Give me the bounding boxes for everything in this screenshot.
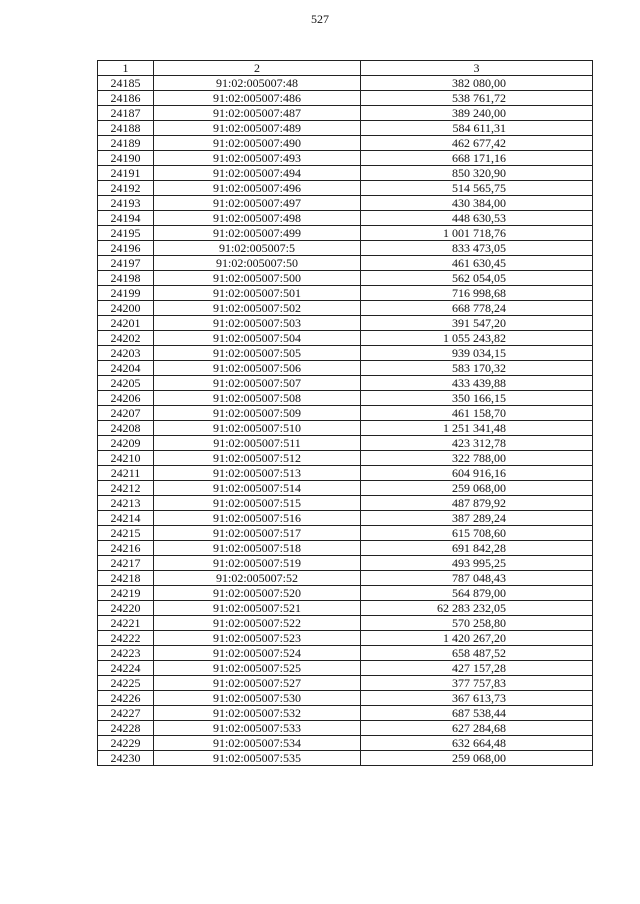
table-row (98, 691, 593, 706)
row-number-cell: 24224 (98, 661, 154, 676)
table-row (98, 391, 593, 406)
cadastral-number-cell: 91:02:005007:521 (154, 601, 361, 616)
cadastral-number-cell: 91:02:005007:519 (154, 556, 361, 571)
table-row (98, 496, 593, 511)
cadastral-number-cell: 91:02:005007:503 (154, 316, 361, 331)
value-cell: 668 171,16 (361, 151, 593, 166)
row-number-cell: 24198 (98, 271, 154, 286)
cadastral-number-cell: 91:02:005007:525 (154, 661, 361, 676)
row-number-cell: 24213 (98, 496, 154, 511)
table-row (98, 331, 593, 346)
row-number-cell: 24209 (98, 436, 154, 451)
table-row (98, 376, 593, 391)
value-cell: 564 879,00 (361, 586, 593, 601)
cadastral-number-cell: 91:02:005007:490 (154, 136, 361, 151)
cadastral-number-cell: 91:02:005007:494 (154, 166, 361, 181)
cadastral-number-cell: 91:02:005007:509 (154, 406, 361, 421)
row-number-cell: 24216 (98, 541, 154, 556)
row-number-cell: 24214 (98, 511, 154, 526)
header-cell-2: 2 (154, 61, 361, 76)
row-number-cell: 24201 (98, 316, 154, 331)
value-cell: 691 842,28 (361, 541, 593, 556)
row-number-cell: 24194 (98, 211, 154, 226)
value-cell: 259 068,00 (361, 751, 593, 766)
table-row (98, 346, 593, 361)
value-cell: 377 757,83 (361, 676, 593, 691)
value-cell: 627 284,68 (361, 721, 593, 736)
cadastral-number-cell: 91:02:005007:5 (154, 241, 361, 256)
row-number-cell: 24193 (98, 196, 154, 211)
cadastral-number-cell: 91:02:005007:505 (154, 346, 361, 361)
row-number-cell: 24222 (98, 631, 154, 646)
value-cell: 430 384,00 (361, 196, 593, 211)
cadastral-number-cell: 91:02:005007:493 (154, 151, 361, 166)
table-row (98, 751, 593, 766)
table-row (98, 556, 593, 571)
row-number-cell: 24215 (98, 526, 154, 541)
value-cell: 514 565,75 (361, 181, 593, 196)
table-row (98, 676, 593, 691)
value-cell: 1 251 341,48 (361, 421, 593, 436)
cadastral-number-cell: 91:02:005007:516 (154, 511, 361, 526)
cadastral-number-cell: 91:02:005007:52 (154, 571, 361, 586)
cadastral-number-cell: 91:02:005007:515 (154, 496, 361, 511)
row-number-cell: 24219 (98, 586, 154, 601)
row-number-cell: 24228 (98, 721, 154, 736)
value-cell: 1 055 243,82 (361, 331, 593, 346)
row-number-cell: 24203 (98, 346, 154, 361)
row-number-cell: 24212 (98, 481, 154, 496)
table-row (98, 466, 593, 481)
value-cell: 668 778,24 (361, 301, 593, 316)
row-number-cell: 24200 (98, 301, 154, 316)
row-number-cell: 24187 (98, 106, 154, 121)
table-row (98, 511, 593, 526)
cadastral-number-cell: 91:02:005007:527 (154, 676, 361, 691)
table-row (98, 286, 593, 301)
row-number-cell: 24220 (98, 601, 154, 616)
value-cell: 448 630,53 (361, 211, 593, 226)
row-number-cell: 24186 (98, 91, 154, 106)
table-row (98, 721, 593, 736)
table-row (98, 136, 593, 151)
table-row (98, 436, 593, 451)
value-cell: 427 157,28 (361, 661, 593, 676)
table-row (98, 601, 593, 616)
row-number-cell: 24205 (98, 376, 154, 391)
cadastral-number-cell: 91:02:005007:486 (154, 91, 361, 106)
cadastral-number-cell: 91:02:005007:502 (154, 301, 361, 316)
row-number-cell: 24210 (98, 451, 154, 466)
table-row (98, 121, 593, 136)
cadastral-number-cell: 91:02:005007:500 (154, 271, 361, 286)
table-row (98, 151, 593, 166)
cadastral-number-cell: 91:02:005007:514 (154, 481, 361, 496)
cadastral-number-cell: 91:02:005007:524 (154, 646, 361, 661)
value-cell: 850 320,90 (361, 166, 593, 181)
row-number-cell: 24211 (98, 466, 154, 481)
row-number-cell: 24197 (98, 256, 154, 271)
value-cell: 1 420 267,20 (361, 631, 593, 646)
row-number-cell: 24190 (98, 151, 154, 166)
value-cell: 538 761,72 (361, 91, 593, 106)
table-row (98, 406, 593, 421)
value-cell: 1 001 718,76 (361, 226, 593, 241)
table-row (98, 241, 593, 256)
header-cell-3: 3 (361, 61, 593, 76)
cadastral-number-cell: 91:02:005007:508 (154, 391, 361, 406)
row-number-cell: 24206 (98, 391, 154, 406)
value-cell: 259 068,00 (361, 481, 593, 496)
value-cell: 322 788,00 (361, 451, 593, 466)
table-body (98, 61, 593, 766)
cadastral-number-cell: 91:02:005007:497 (154, 196, 361, 211)
value-cell: 632 664,48 (361, 736, 593, 751)
table-row (98, 271, 593, 286)
cadastral-number-cell: 91:02:005007:499 (154, 226, 361, 241)
table-row (98, 361, 593, 376)
row-number-cell: 24189 (98, 136, 154, 151)
value-cell: 939 034,15 (361, 346, 593, 361)
header-cell-1: 1 (98, 61, 154, 76)
cadastral-number-cell: 91:02:005007:48 (154, 76, 361, 91)
row-number-cell: 24226 (98, 691, 154, 706)
cadastral-number-cell: 91:02:005007:498 (154, 211, 361, 226)
cadastral-number-cell: 91:02:005007:507 (154, 376, 361, 391)
cadastral-number-cell: 91:02:005007:510 (154, 421, 361, 436)
cadastral-table (97, 60, 593, 766)
table-row (98, 661, 593, 676)
row-number-cell: 24196 (98, 241, 154, 256)
value-cell: 462 677,42 (361, 136, 593, 151)
value-cell: 658 487,52 (361, 646, 593, 661)
table-row (98, 106, 593, 121)
row-number-cell: 24227 (98, 706, 154, 721)
row-number-cell: 24192 (98, 181, 154, 196)
cadastral-number-cell: 91:02:005007:496 (154, 181, 361, 196)
table-row (98, 526, 593, 541)
value-cell: 493 995,25 (361, 556, 593, 571)
row-number-cell: 24225 (98, 676, 154, 691)
value-cell: 423 312,78 (361, 436, 593, 451)
cadastral-number-cell: 91:02:005007:50 (154, 256, 361, 271)
table-row (98, 181, 593, 196)
table-row (98, 451, 593, 466)
value-cell: 687 538,44 (361, 706, 593, 721)
table-row (98, 736, 593, 751)
value-cell: 461 158,70 (361, 406, 593, 421)
value-cell: 382 080,00 (361, 76, 593, 91)
table-row (98, 631, 593, 646)
row-number-cell: 24223 (98, 646, 154, 661)
value-cell: 487 879,92 (361, 496, 593, 511)
row-number-cell: 24185 (98, 76, 154, 91)
cadastral-number-cell: 91:02:005007:532 (154, 706, 361, 721)
value-cell: 62 283 232,05 (361, 601, 593, 616)
value-cell: 433 439,88 (361, 376, 593, 391)
table-row (98, 301, 593, 316)
table-row (98, 586, 593, 601)
value-cell: 461 630,45 (361, 256, 593, 271)
table-row (98, 76, 593, 91)
value-cell: 833 473,05 (361, 241, 593, 256)
table-row (98, 196, 593, 211)
table-row (98, 571, 593, 586)
row-number-cell: 24202 (98, 331, 154, 346)
row-number-cell: 24199 (98, 286, 154, 301)
cadastral-number-cell: 91:02:005007:506 (154, 361, 361, 376)
cadastral-number-cell: 91:02:005007:489 (154, 121, 361, 136)
row-number-cell: 24191 (98, 166, 154, 181)
cadastral-number-cell: 91:02:005007:534 (154, 736, 361, 751)
cadastral-number-cell: 91:02:005007:535 (154, 751, 361, 766)
row-number-cell: 24208 (98, 421, 154, 436)
page-number: 527 (311, 12, 329, 26)
row-number-cell: 24188 (98, 121, 154, 136)
cadastral-number-cell: 91:02:005007:501 (154, 286, 361, 301)
table-header-row (98, 61, 593, 76)
cadastral-number-cell: 91:02:005007:522 (154, 616, 361, 631)
value-cell: 391 547,20 (361, 316, 593, 331)
cadastral-number-cell: 91:02:005007:530 (154, 691, 361, 706)
cadastral-number-cell: 91:02:005007:504 (154, 331, 361, 346)
cadastral-number-cell: 91:02:005007:513 (154, 466, 361, 481)
cadastral-number-cell: 91:02:005007:512 (154, 451, 361, 466)
row-number-cell: 24229 (98, 736, 154, 751)
row-number-cell: 24221 (98, 616, 154, 631)
row-number-cell: 24207 (98, 406, 154, 421)
table-row (98, 211, 593, 226)
cadastral-number-cell: 91:02:005007:487 (154, 106, 361, 121)
table-row (98, 91, 593, 106)
value-cell: 387 289,24 (361, 511, 593, 526)
value-cell: 367 613,73 (361, 691, 593, 706)
value-cell: 584 611,31 (361, 121, 593, 136)
row-number-cell: 24217 (98, 556, 154, 571)
table-row (98, 481, 593, 496)
table-row (98, 541, 593, 556)
cadastral-number-cell: 91:02:005007:523 (154, 631, 361, 646)
value-cell: 787 048,43 (361, 571, 593, 586)
cadastral-number-cell: 91:02:005007:533 (154, 721, 361, 736)
value-cell: 350 166,15 (361, 391, 593, 406)
table-row (98, 226, 593, 241)
row-number-cell: 24204 (98, 361, 154, 376)
cadastral-number-cell: 91:02:005007:511 (154, 436, 361, 451)
row-number-cell: 24230 (98, 751, 154, 766)
value-cell: 716 998,68 (361, 286, 593, 301)
table-row (98, 316, 593, 331)
table-row (98, 256, 593, 271)
value-cell: 570 258,80 (361, 616, 593, 631)
value-cell: 562 054,05 (361, 271, 593, 286)
value-cell: 583 170,32 (361, 361, 593, 376)
table-row (98, 421, 593, 436)
value-cell: 615 708,60 (361, 526, 593, 541)
cadastral-number-cell: 91:02:005007:518 (154, 541, 361, 556)
row-number-cell: 24218 (98, 571, 154, 586)
value-cell: 389 240,00 (361, 106, 593, 121)
cadastral-number-cell: 91:02:005007:520 (154, 586, 361, 601)
cadastral-number-cell: 91:02:005007:517 (154, 526, 361, 541)
table-row (98, 646, 593, 661)
row-number-cell: 24195 (98, 226, 154, 241)
table-row (98, 616, 593, 631)
table-row (98, 166, 593, 181)
table-row (98, 706, 593, 721)
value-cell: 604 916,16 (361, 466, 593, 481)
